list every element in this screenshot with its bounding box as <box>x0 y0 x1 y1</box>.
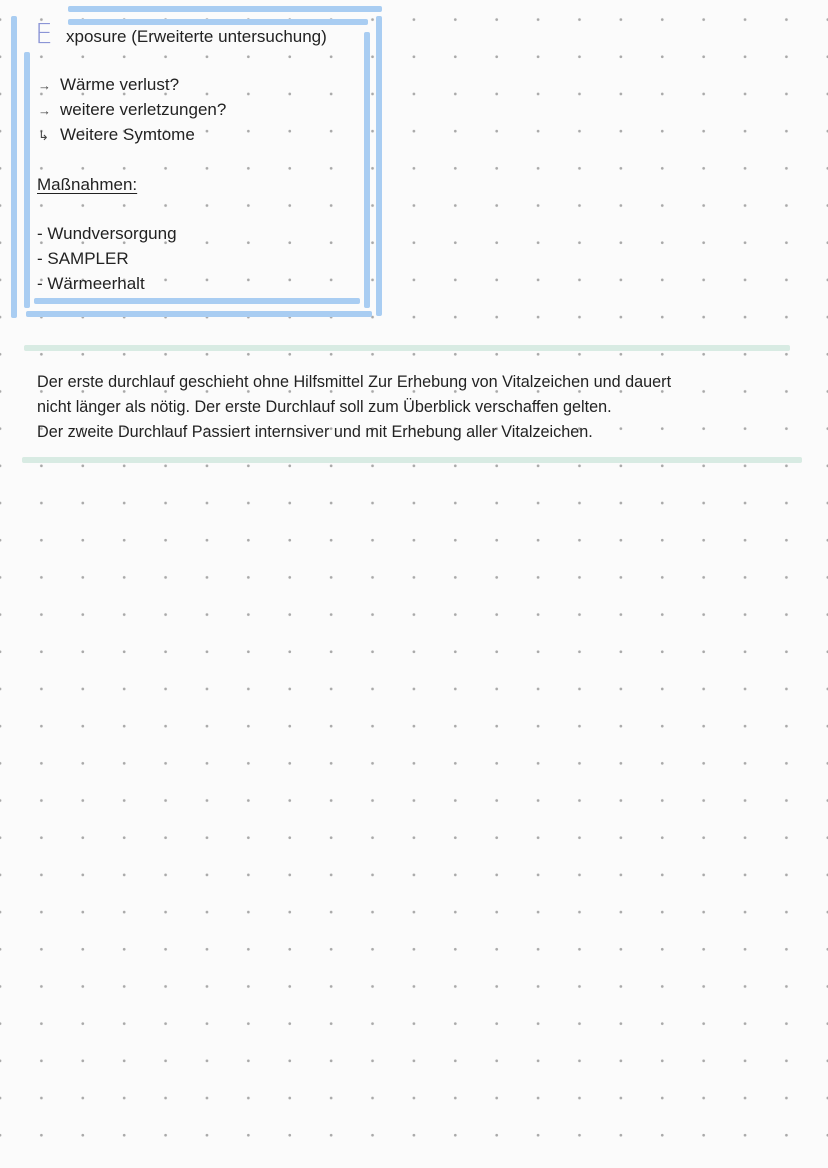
frame-left-outer <box>11 16 17 318</box>
frame-right-inner <box>364 32 370 308</box>
initial-letter-e: E <box>35 17 53 50</box>
note-line: Der zweite Durchlauf Passiert internsiver und mit Erhebung aller Vitalzeichen. <box>37 423 593 441</box>
frame-top-outer <box>68 6 382 12</box>
arrow-right-icon: → <box>38 103 51 118</box>
frame-bottom-outer <box>26 311 372 317</box>
list-item-label: weitere verletzungen? <box>60 100 227 119</box>
divider-top <box>24 345 790 351</box>
divider-bottom <box>22 457 802 463</box>
frame-left-inner <box>24 52 30 308</box>
measure-item-waermeerhalt: - Wärmeerhalt <box>37 274 145 293</box>
list-item-weitere-verletzungen <box>38 97 226 123</box>
list-item-label: Weitere Symtome <box>60 125 195 144</box>
list-item-label: Wärme verlust? <box>60 75 180 94</box>
exposure-heading: xposure (Erweiterte untersuchung) <box>66 27 327 46</box>
frame-bottom-inner <box>34 298 360 304</box>
measure-item-sampler: - SAMPLER <box>37 249 129 268</box>
list-item-weitere-symtome <box>38 122 195 148</box>
note-line: nicht länger als nötig. Der erste Durchlauf soll zum Überblick verschaffen gelten. <box>37 398 612 416</box>
measures-heading: Maßnahmen: <box>37 175 138 194</box>
frame-right-outer <box>376 16 382 316</box>
note-paragraph <box>37 370 671 445</box>
measure-item-wundversorgung: - Wundversorgung <box>37 224 177 243</box>
list-item-waerme-verlust <box>38 72 179 98</box>
note-line: Der erste durchlauf geschieht ohne Hilfsmittel Zur Erhebung von Vitalzeichen und dauert <box>37 373 672 391</box>
arrow-right-icon: → <box>38 78 51 93</box>
arrow-hook-right-icon: ↳ <box>38 128 49 143</box>
